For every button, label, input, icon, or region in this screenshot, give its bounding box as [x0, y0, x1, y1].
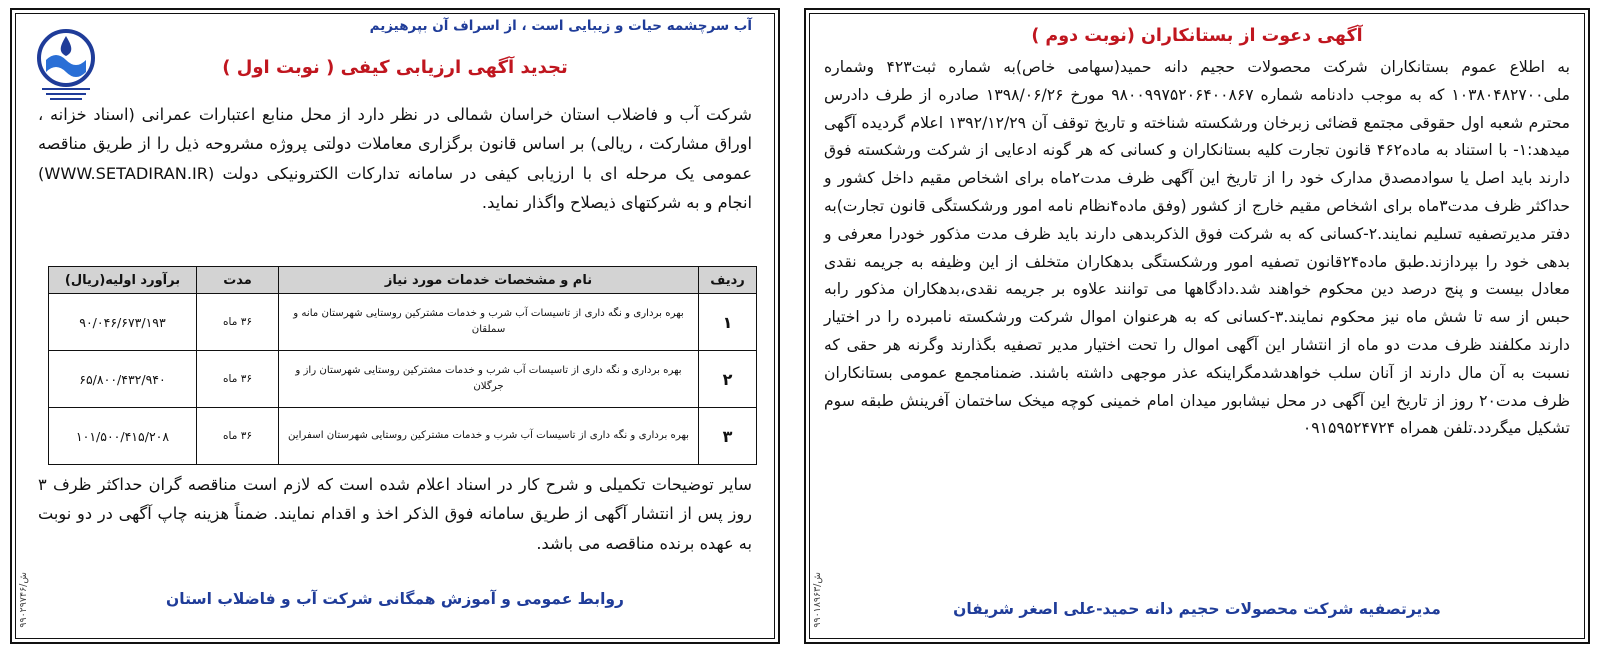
estimate: ۱۰۱/۵۰۰/۴۱۵/۲۰۸ — [49, 408, 197, 465]
duration: ۳۶ ماه — [197, 294, 279, 351]
duration: ۳۶ ماه — [197, 408, 279, 465]
ad-footer: مدیرتصفیه شرکت محصولات حجیم دانه حمید-علی اصغر شریفان — [953, 600, 1441, 618]
ad-footer: روابط عمومی و آموزش همگانی شرکت آب و فاضلاب استان — [166, 590, 624, 608]
table-row — [49, 351, 757, 408]
estimate: ۶۵/۸۰۰/۴۳۲/۹۴۰ — [49, 351, 197, 408]
creditors-ad — [804, 8, 1590, 644]
header-estimate: برآورد اولیه(ریال) — [49, 267, 197, 294]
row-number: ۲ — [699, 351, 757, 408]
service-description: بهره برداری و نگه داری از تاسیسات آب شرب و خدمات مشترکین روستایی شهرستان راز و جرگلان — [279, 351, 699, 408]
service-description: بهره برداری و نگه داری از تاسیسات آب شرب و خدمات مشترکین روستایی شهرستان اسفراین — [279, 408, 699, 465]
row-number: ۳ — [699, 408, 757, 465]
ad-title: تجدید آگهی ارزیابی کیفی ( نوبت اول ) — [222, 57, 568, 78]
header-duration: مدت — [197, 267, 279, 294]
creditors-body: به اطلاع عموم بستانکاران شرکت محصولات حجیم دانه حمید(سهامی خاص)به شماره ثبت۴۲۳ وشماره ملی۱۰۳۸۰۴۸۲۷۰۰ که به موجب دادنامه شماره ۹۸۰۰۹۹۷۵۲۰۶۴۰۰۸۶۷ مورخ ۱۳۹۸/۰۶/۲۶ صادره از طرف دادرس محترم شعبه اول حقوقی مجتمع قضائی زبرخان ورشکسته شناخته و تاریخ توقف آن ۱۳۹۲/۱۲/۲۹ اعلام گردیده آگهی میدهد:۱- با استناد به ماده۴۶۲ قانون تجارت کلیه بستانکاران و کسانی که هر گونه ادعایی از شرکت ورشکسته فوق دارند باید اصل یا سوادمصدق مدارک خود را از تاریخ این آگهی ظرف مدت۲ماه برای اشخاص مقیم داخل کشور و حداکثر ظرف مدت۳ماه برای اشخاص مقیم خارج از کشور (وفق ماده۴نظام نامه امور ورشکستگی قانون تجارت)به دفتر مدیرتصفیه تسلیم نمایند.۲-کسانی که به شرکت فوق الذکربدهی دارند باید ظرف مدت مذکور خودرا معرفی و بدهی خود را بپردازند.طبق ماده۲۴قانون تصفیه امور ورشکستگی بدهکاران متخلف از این وظیفه به جریمه نقدی معادل بیست و پنج درصد دین محکوم خواهند شد.دادگاهها می توانند علاوه بر جریمه نقدی،بدهکاران مذکور رابه حبس از سه تا شش ماه نیز محکوم نمایند.۳-کسانی که به هرعنوان اموال شرکت ورشکسته نامبرده را در اختیار دارند مکلفند ظرف مدت دو ماه از انتشار این آگهی اموال را تحت اختیار مدیر تصفیه بگذارند وگرنه هر حقی که نسبت به آن مال دارند از آنان سلب خواهدشدمگراینکه عذر موجهی داشته باشند. ضمنامجمع عمومی بستانکاران ظرف مدت۲۰ روز از تاریخ این آگهی در محل نیشابور میدان امام خمینی کوچه میخک ساختمان آفرینش طبقه سوم تشکیل میگردد.تلفن همراه ۰۹۱۵۹۵۲۴۷۲۴ — [824, 58, 1571, 438]
tender-table — [48, 266, 757, 465]
service-description: بهره برداری و نگه داری از تاسیسات آب شرب و خدمات مشترکین روستایی شهرستان مانه و سملقان — [279, 294, 699, 351]
tender-ad — [10, 8, 780, 644]
estimate: ۹۰/۰۴۶/۶۷۳/۱۹۳ — [49, 294, 197, 351]
table-header-row — [49, 267, 757, 294]
header-row-number: ردیف — [699, 267, 757, 294]
tender-notes: سایر توضیحات تکمیلی و شرح کار در اسناد اعلام شده است که لازم است مناقصه گران حداکثر ظرف ۳ روز پس از انتشار آگهی از طریق سامانه فوق الذکر اخذ و اقدام نمایند. ضمناً هزینه چاپ آگهی در دو نوبت به عهده برنده مناقصه می باشد. — [38, 475, 752, 553]
slogan: آب سرچشمه حیات و زیبایی است ، از اسراف آن بپرهیزیم — [369, 18, 752, 34]
tender-intro: شرکت آب و فاضلاب استان خراسان شمالی در نظر دارد از محل منابع اعتبارات عمرانی (اسناد خزانه ، اوراق مشارکت ، ریالی) بر اساس قانون برگزاری معاملات دولتی پروژه مشروحه ذیل را از طریق مناقصه عمومی یک مرحله ای با ارزیابی کیفی در سامانه تدارکات الکترونیکی دولت (WWW.SETADIRAN.IR) انجام و به شرکتهای ذیصلاح واگذار نماید. — [38, 105, 752, 212]
ad-code: ۹۹۰۱۸۹۶۳/ش — [812, 572, 823, 628]
table-row — [49, 294, 757, 351]
duration: ۳۶ ماه — [197, 351, 279, 408]
header-description: نام و مشخصات خدمات مورد نیاز — [279, 267, 699, 294]
table-row — [49, 408, 757, 465]
row-number: ۱ — [699, 294, 757, 351]
ad-code: ۹۹۰۲۹۷۴۶/ش — [18, 572, 29, 628]
ad-title: آگهی دعوت از بستانکاران (نوبت دوم ) — [1031, 26, 1363, 46]
